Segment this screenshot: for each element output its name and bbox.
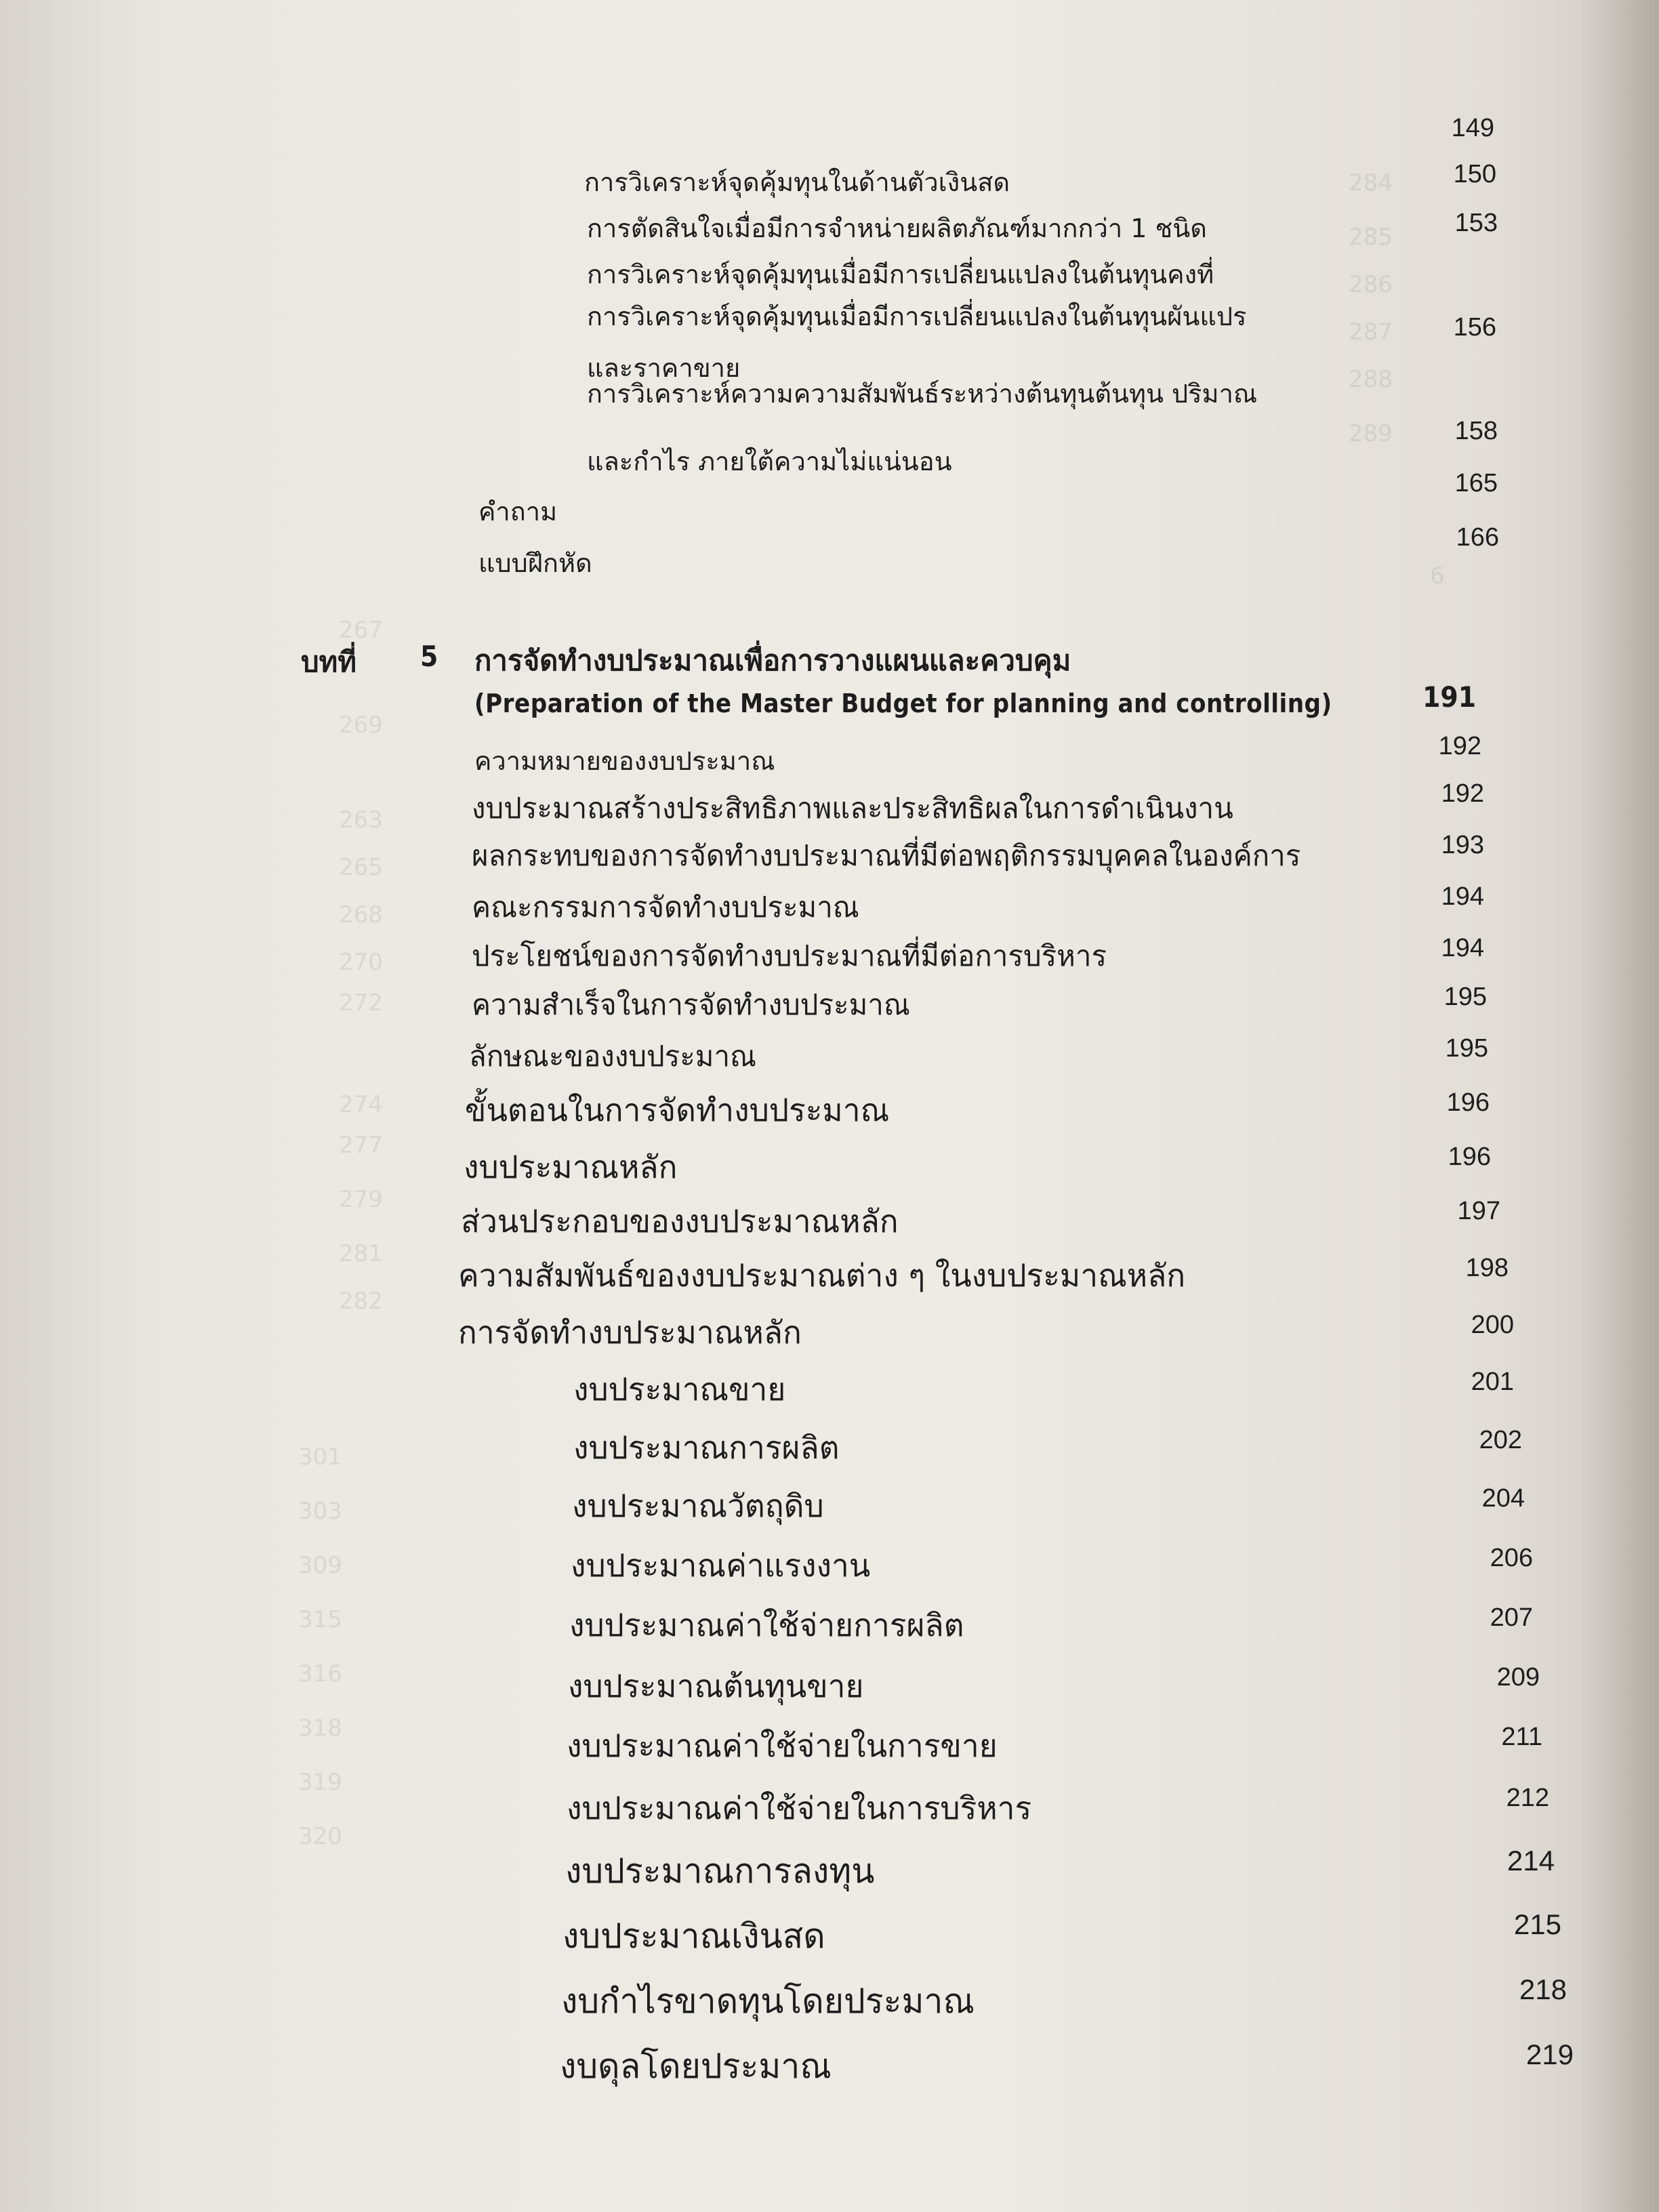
toc-section-title: ความสำเร็จในการจัดทำงบประมาณ	[472, 988, 910, 1021]
toc-section-title: งบประมาณสร้างประสิทธิภาพและประสิทธิผลในการดำเนินงาน	[472, 792, 1233, 825]
toc-section-page: 194	[1441, 934, 1484, 962]
toc-entry-title: การวิเคราะห์ความความสัมพันธ์ระหว่างต้นทุนต้นทุน ปริมาณ	[587, 379, 1258, 409]
toc-subsection-title: งบประมาณการผลิต	[573, 1429, 840, 1466]
chapter-title-english: (Preparation of the Master Budget for planning and controlling)	[474, 689, 1332, 718]
toc-section-page: 197	[1457, 1197, 1500, 1225]
toc-entry-page: 165	[1454, 469, 1498, 497]
toc-subsection-page: 201	[1471, 1368, 1514, 1396]
toc-section-title: ส่วนประกอบของงบประมาณหลัก	[461, 1203, 899, 1240]
toc-subsection-title: งบประมาณเงินสด	[562, 1917, 825, 1956]
toc-subsection-page: 214	[1507, 1845, 1555, 1877]
toc-subsection-title: งบประมาณต้นทุนขาย	[568, 1668, 864, 1704]
toc-section-page: 195	[1445, 1034, 1488, 1063]
toc-subsection-page: 206	[1490, 1544, 1533, 1572]
toc-entry-page: 158	[1454, 417, 1498, 445]
toc-section-title: การจัดทำงบประมาณหลัก	[458, 1314, 802, 1351]
toc-entry-title: การตัดสินใจเมื่อมีการจำหน่ายผลิตภัณฑ์มากกว่า 1 ชนิด	[587, 213, 1207, 243]
toc-section-title: งบประมาณหลัก	[464, 1149, 678, 1185]
toc-entry-title: และราคาขาย	[587, 353, 741, 383]
toc-section-page: 200	[1471, 1311, 1514, 1339]
toc-section-title: ลักษณะของงบประมาณ	[469, 1040, 756, 1073]
toc-subsection-page: 219	[1525, 2039, 1574, 2070]
toc-section-page: 196	[1446, 1088, 1490, 1117]
toc-subsection-title: งบประมาณขาย	[573, 1371, 786, 1408]
toc-subsection-page: 211	[1501, 1723, 1542, 1751]
toc-subsection-title: งบประมาณค่าใช้จ่ายการผลิต	[569, 1607, 964, 1643]
toc-entry-title: และกำไร ภายใต้ความไม่แน่นอน	[587, 447, 952, 476]
toc-subsection-title: งบประมาณวัตถุดิบ	[572, 1488, 824, 1524]
toc-subsection-title: งบกำไรขาดทุนโดยประมาณ	[561, 1982, 975, 2021]
toc-entry-title: แบบฝึกหัด	[478, 548, 592, 578]
toc-entry-title: การวิเคราะห์จุดคุ้มทุนเมื่อมีการเปลี่ยนแปลงในต้นทุนคงที่	[587, 260, 1214, 289]
toc-section-title: ขั้นตอนในการจัดทำงบประมาณ	[465, 1092, 890, 1128]
chapter-label: บทที่	[301, 645, 357, 678]
chapter-title-thai: การจัดทำงบประมาณเพื่อการวางแผนและควบคุม	[474, 644, 1071, 677]
toc-entry-title: คำถาม	[478, 497, 558, 527]
toc-section-title: ความหมายของงบประมาณ	[474, 746, 775, 776]
toc-subsection-page: 218	[1519, 1973, 1567, 2005]
toc-entry-title: การวิเคราะห์จุดคุ้มทุนเมื่อมีการเปลี่ยนแปลงในต้นทุนผันแปร	[587, 302, 1247, 331]
toc-section-title: ผลกระทบของการจัดทำงบประมาณที่มีต่อพฤติกรรมบุคคลในองค์การ	[472, 839, 1301, 872]
toc-subsection-title: งบประมาณค่าแรงงาน	[571, 1547, 871, 1584]
chapter-page: 191	[1422, 680, 1476, 714]
toc-subsection-page: 204	[1481, 1484, 1525, 1513]
toc-section-title: คณะกรรมการจัดทำงบประมาณ	[472, 890, 859, 924]
toc-subsection-title: งบดุลโดยประมาณ	[560, 2047, 832, 2086]
toc-section-title: ความสัมพันธ์ของงบประมาณต่าง ๆ ในงบประมาณหลัก	[458, 1257, 1186, 1294]
toc-subsection-title: งบประมาณค่าใช้จ่ายในการขาย	[567, 1727, 998, 1764]
toc-subsection-page: 202	[1479, 1426, 1522, 1454]
toc-section-page: 194	[1441, 882, 1484, 911]
toc-subsection-page: 207	[1490, 1603, 1533, 1632]
toc-section-page: 193	[1441, 831, 1484, 859]
toc-section-page: 198	[1465, 1254, 1509, 1282]
toc-section-page: 196	[1448, 1143, 1491, 1171]
toc-section-page: 192	[1438, 732, 1481, 760]
toc-section-page: 192	[1441, 779, 1484, 808]
toc-entry-title: การวิเคราะห์จุดคุ้มทุนในด้านตัวเงินสด	[584, 167, 1010, 197]
toc-section-title: ประโยชน์ของการจัดทำงบประมาณที่มีต่อการบริหาร	[472, 939, 1107, 972]
toc-entry-page: 150	[1453, 160, 1496, 188]
toc-subsection-page: 209	[1496, 1663, 1540, 1692]
toc-top-page-number: 149	[1451, 114, 1494, 142]
toc-subsection-page: 215	[1513, 1908, 1561, 1940]
toc-section-page: 195	[1443, 983, 1487, 1011]
toc-subsection-title: งบประมาณค่าใช้จ่ายในการบริหาร	[567, 1790, 1032, 1826]
chapter-number: 5	[420, 640, 438, 673]
toc-subsection-page: 212	[1506, 1784, 1549, 1812]
toc-subsection-title: งบประมาณการลงทุน	[565, 1851, 875, 1891]
toc-entry-page: 166	[1456, 523, 1499, 552]
toc-entry-page: 156	[1453, 313, 1496, 342]
toc-entry-page: 153	[1454, 209, 1498, 237]
